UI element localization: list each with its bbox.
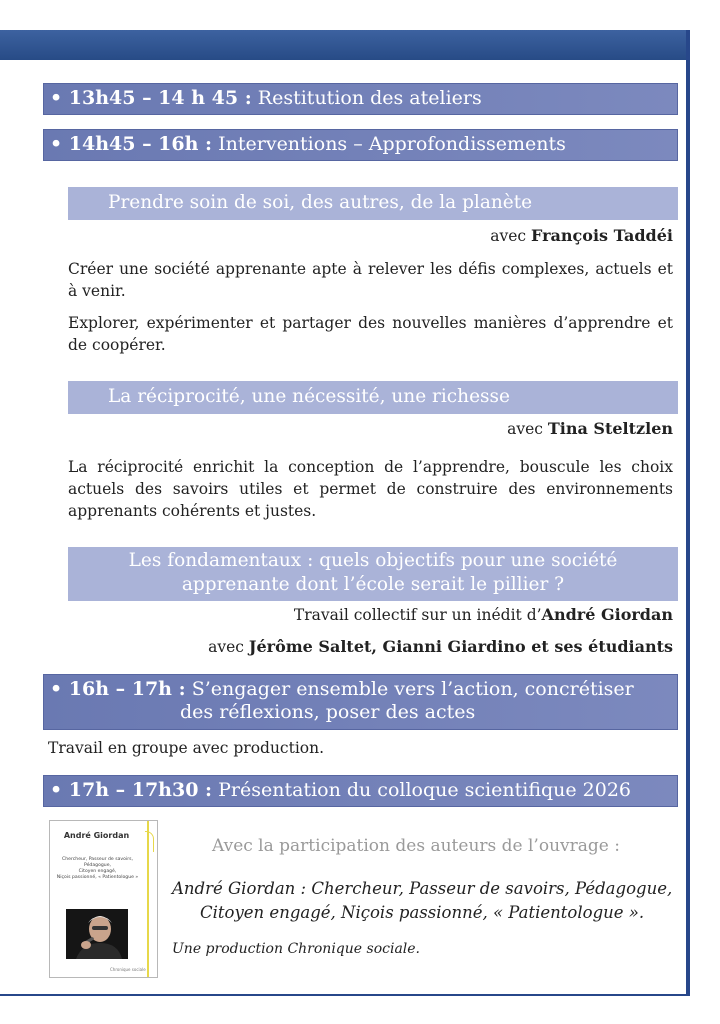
header-bar (0, 30, 690, 60)
topic-paragraph: Créer une société apprenante apte à relever les défis complexes, actuels et à venir. (68, 260, 673, 300)
slot-time: • 13h45 – 14 h 45 : (50, 87, 252, 109)
speaker-name: Tina Steltzlen (547, 419, 673, 438)
schedule-slot-colloque (43, 775, 678, 807)
slot-time: • 16h – 17h : (50, 678, 186, 700)
book-subtitle-line: Chercheur, Passeur de savoirs, Pédagogue, (62, 857, 133, 868)
slot-title: Interventions – Approfondissements (218, 133, 566, 155)
frame-bottom-border (0, 994, 690, 996)
speaker-line (490, 226, 673, 245)
avec-label: avec (490, 227, 527, 245)
book-subtitle (54, 857, 141, 881)
topic-paragraph: La réciprocité enrichit la conception de l’apprendre, bouscule les choix actuels des savoirs utiles et permet de construire des environnements apprenants cohérents et justes. (68, 458, 673, 520)
speaker-name: François Taddéi (531, 226, 673, 245)
schedule-slot-engager (43, 674, 678, 730)
topic-title-line: apprenante dont l’école serait le pillier ? (181, 574, 565, 595)
book-subtitle-line: Niçois passionné, « Patientologue » (56, 875, 139, 880)
group-work-text: Travail en groupe avec production. (48, 739, 325, 757)
slot-title-continued: des réflexions, poser des actes (180, 701, 476, 723)
credits-author-line: André Giordan : Chercheur, Passeur de savoirs, Pédagogue, (172, 879, 673, 898)
topic-title-fondamentaux (68, 547, 678, 601)
frame-right-border (686, 30, 690, 996)
slot-title: Présentation du colloque scientifique 2026 (218, 779, 632, 801)
topic-title-line: Les fondamentaux : quels objectifs pour une société (128, 550, 618, 571)
topic-paragraph: Explorer, expérimenter et partager des nouvelles manières d’apprendre et de coopérer. (68, 314, 673, 354)
avec-label: avec (208, 638, 244, 656)
work-line (294, 605, 673, 624)
avec-label: avec (507, 420, 543, 438)
speaker-line (208, 637, 673, 656)
slot-title: S’engager ensemble vers l’action, concrétiser (191, 678, 634, 700)
work-author: André Giordan (541, 605, 673, 624)
author-photo (66, 909, 128, 959)
slot-time: • 17h – 17h30 : (50, 779, 213, 801)
credits-author-line: Citoyen engagé, Niçois passionné, « Patientologue ». (200, 903, 645, 922)
schedule-slot-restitution (43, 83, 678, 115)
book-subtitle-line: Citoyen engagé, (78, 869, 117, 874)
speaker-names: Jérôme Saltet, Gianni Giardino et ses étudiants (248, 637, 673, 656)
schedule-slot-interventions (43, 129, 678, 161)
slot-time: • 14h45 – 16h : (50, 133, 213, 155)
topic-title: Prendre soin de soi, des autres, de la planète (68, 187, 678, 220)
slot-title: Restitution des ateliers (257, 87, 482, 109)
credits-heading: Avec la participation des auteurs de l’ouvrage : (212, 836, 620, 856)
speaker-line (507, 419, 673, 438)
book-author: André Giordan (63, 831, 130, 840)
work-prefix: Travail collectif sur un inédit d’ (293, 606, 542, 624)
publisher-logo: Chronique sociale (110, 967, 146, 972)
book-cover (49, 820, 158, 978)
topic-title: La réciprocité, une nécessité, une richesse (68, 381, 678, 414)
credits-production: Une production Chronique sociale. (172, 941, 421, 957)
cover-ornament (145, 831, 154, 852)
